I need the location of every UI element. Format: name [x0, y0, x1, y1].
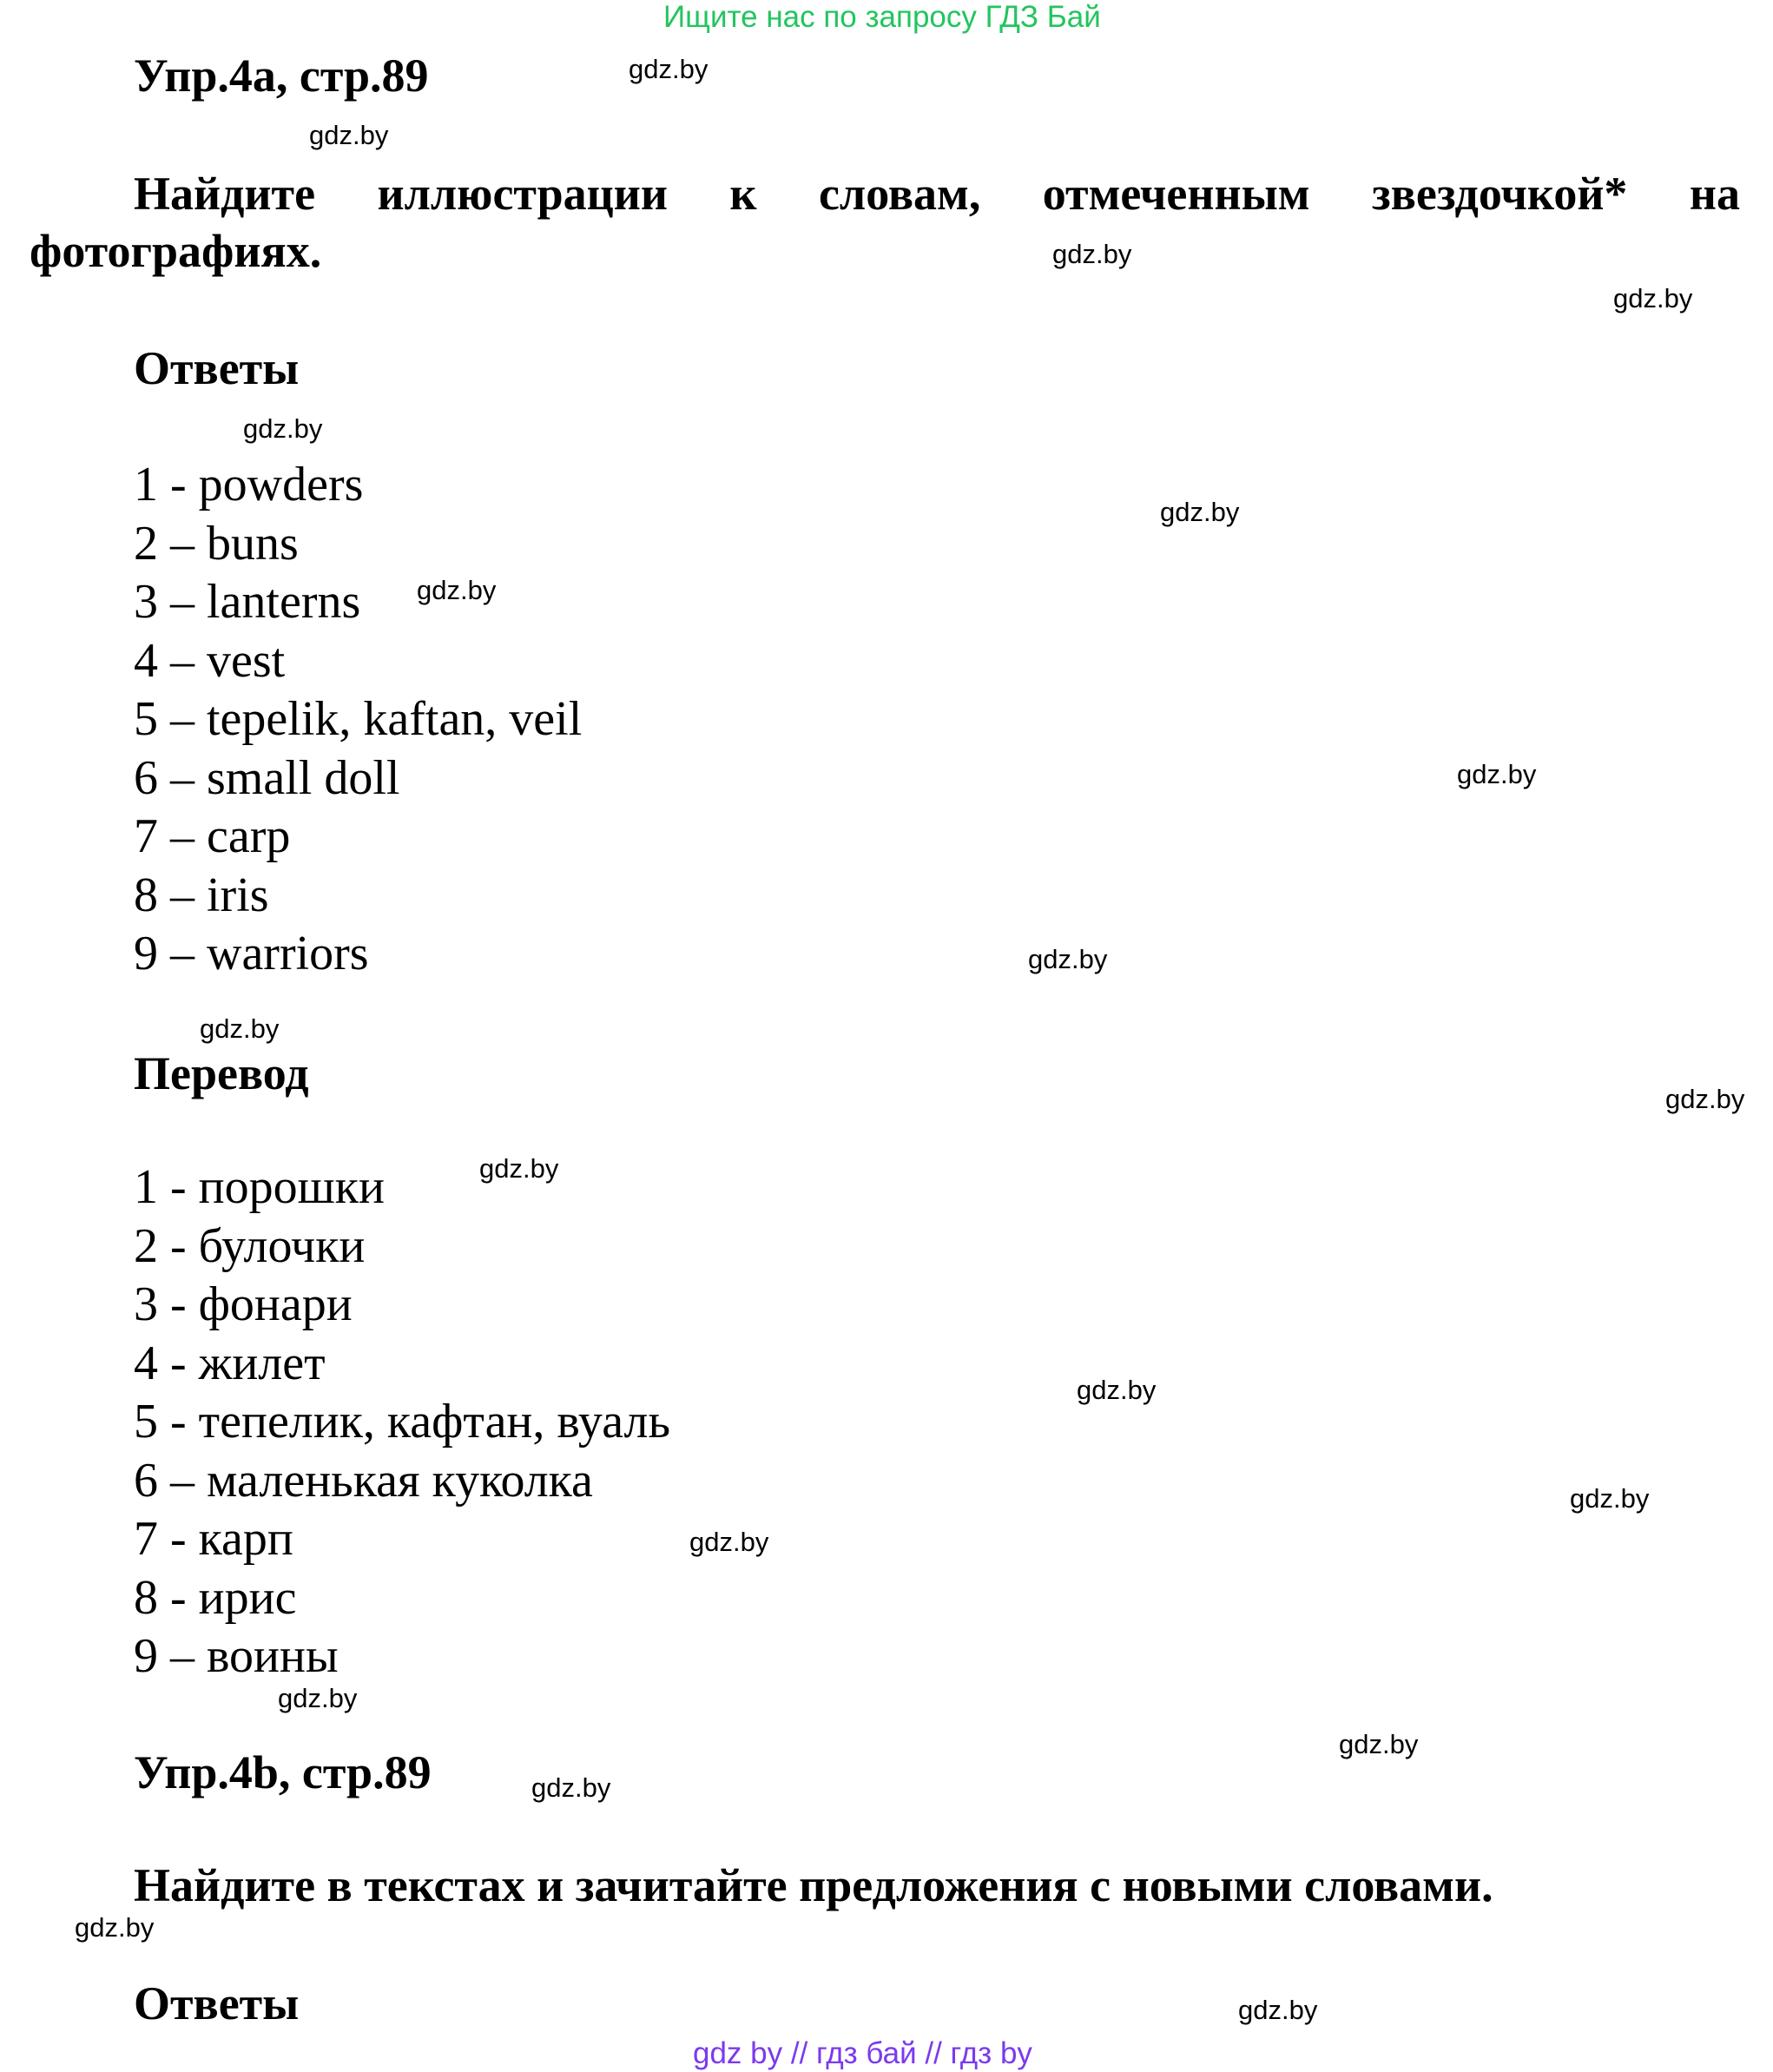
answers-list	[134, 456, 582, 984]
top-banner[interactable]: Ищите нас по запросу ГДЗ Бай	[663, 0, 1101, 34]
list-item: 6 – маленькая куколка	[134, 1453, 593, 1508]
answers-heading: Ответы	[134, 342, 300, 394]
section-a-title: Упр.4а, стр.89	[134, 49, 429, 102]
list-item: 1 - powders	[134, 458, 364, 511]
list-item: 9 – warriors	[134, 927, 369, 980]
watermark: gdz.by	[417, 575, 497, 605]
watermark: gdz.by	[243, 413, 323, 444]
list-item: 6 – small doll	[134, 750, 400, 805]
section-b-answers-heading: Ответы	[134, 1977, 300, 2029]
watermark: gdz.by	[309, 120, 389, 150]
watermark: gdz.by	[1052, 239, 1132, 269]
watermark: gdz.by	[278, 1683, 358, 1713]
watermark: gdz.by	[479, 1153, 559, 1184]
watermark: gdz.by	[1028, 944, 1108, 974]
watermark: gdz.by	[200, 1013, 280, 1044]
list-item: 4 - жилет	[134, 1336, 326, 1390]
list-item: 5 - тепелик, кафтан, вуаль	[134, 1395, 671, 1448]
translation-list	[134, 1158, 670, 1686]
list-item: 8 – iris	[134, 868, 269, 922]
list-item: 2 – buns	[134, 516, 299, 571]
list-item: 2 - булочки	[134, 1218, 366, 1273]
section-b-task: Найдите в текстах и зачитайте предложения с новыми словами.	[134, 1859, 1493, 1911]
watermark: gdz.by	[531, 1772, 611, 1803]
watermark: gdz.by	[1238, 1995, 1318, 2025]
list-item: 5 – tepelik, kaftan, veil	[134, 692, 583, 746]
section-a-task-line1: Найдите иллюстрации к словам, отмеченным звездочкой* на	[134, 168, 1740, 220]
watermark: gdz.by	[629, 54, 709, 84]
watermark: gdz.by	[1613, 283, 1693, 313]
translation-heading: Перевод	[134, 1047, 309, 1099]
watermark: gdz.by	[1339, 1729, 1419, 1759]
footer-links[interactable]: gdz by // гдз бай // гдз by	[693, 2036, 1032, 2070]
list-item: 3 – lanterns	[134, 575, 361, 629]
section-b-title: Упр.4b, стр.89	[134, 1746, 432, 1798]
watermark: gdz.by	[1457, 759, 1537, 789]
watermark: gdz.by	[1665, 1084, 1745, 1114]
watermark: gdz.by	[1570, 1483, 1650, 1514]
watermark: gdz.by	[1077, 1375, 1157, 1405]
list-item: 3 - фонари	[134, 1277, 353, 1331]
list-item: 7 – carp	[134, 809, 291, 863]
watermark: gdz.by	[689, 1527, 769, 1557]
watermark: gdz.by	[1160, 497, 1240, 527]
list-item: 9 – воины	[134, 1629, 339, 1683]
list-item: 4 – vest	[134, 633, 286, 688]
list-item: 1 - порошки	[134, 1160, 385, 1214]
list-item: 7 - карп	[134, 1512, 293, 1566]
watermark: gdz.by	[75, 1912, 155, 1943]
list-item: 8 - ирис	[134, 1570, 297, 1625]
section-a-task-line2: фотографиях.	[30, 225, 322, 277]
